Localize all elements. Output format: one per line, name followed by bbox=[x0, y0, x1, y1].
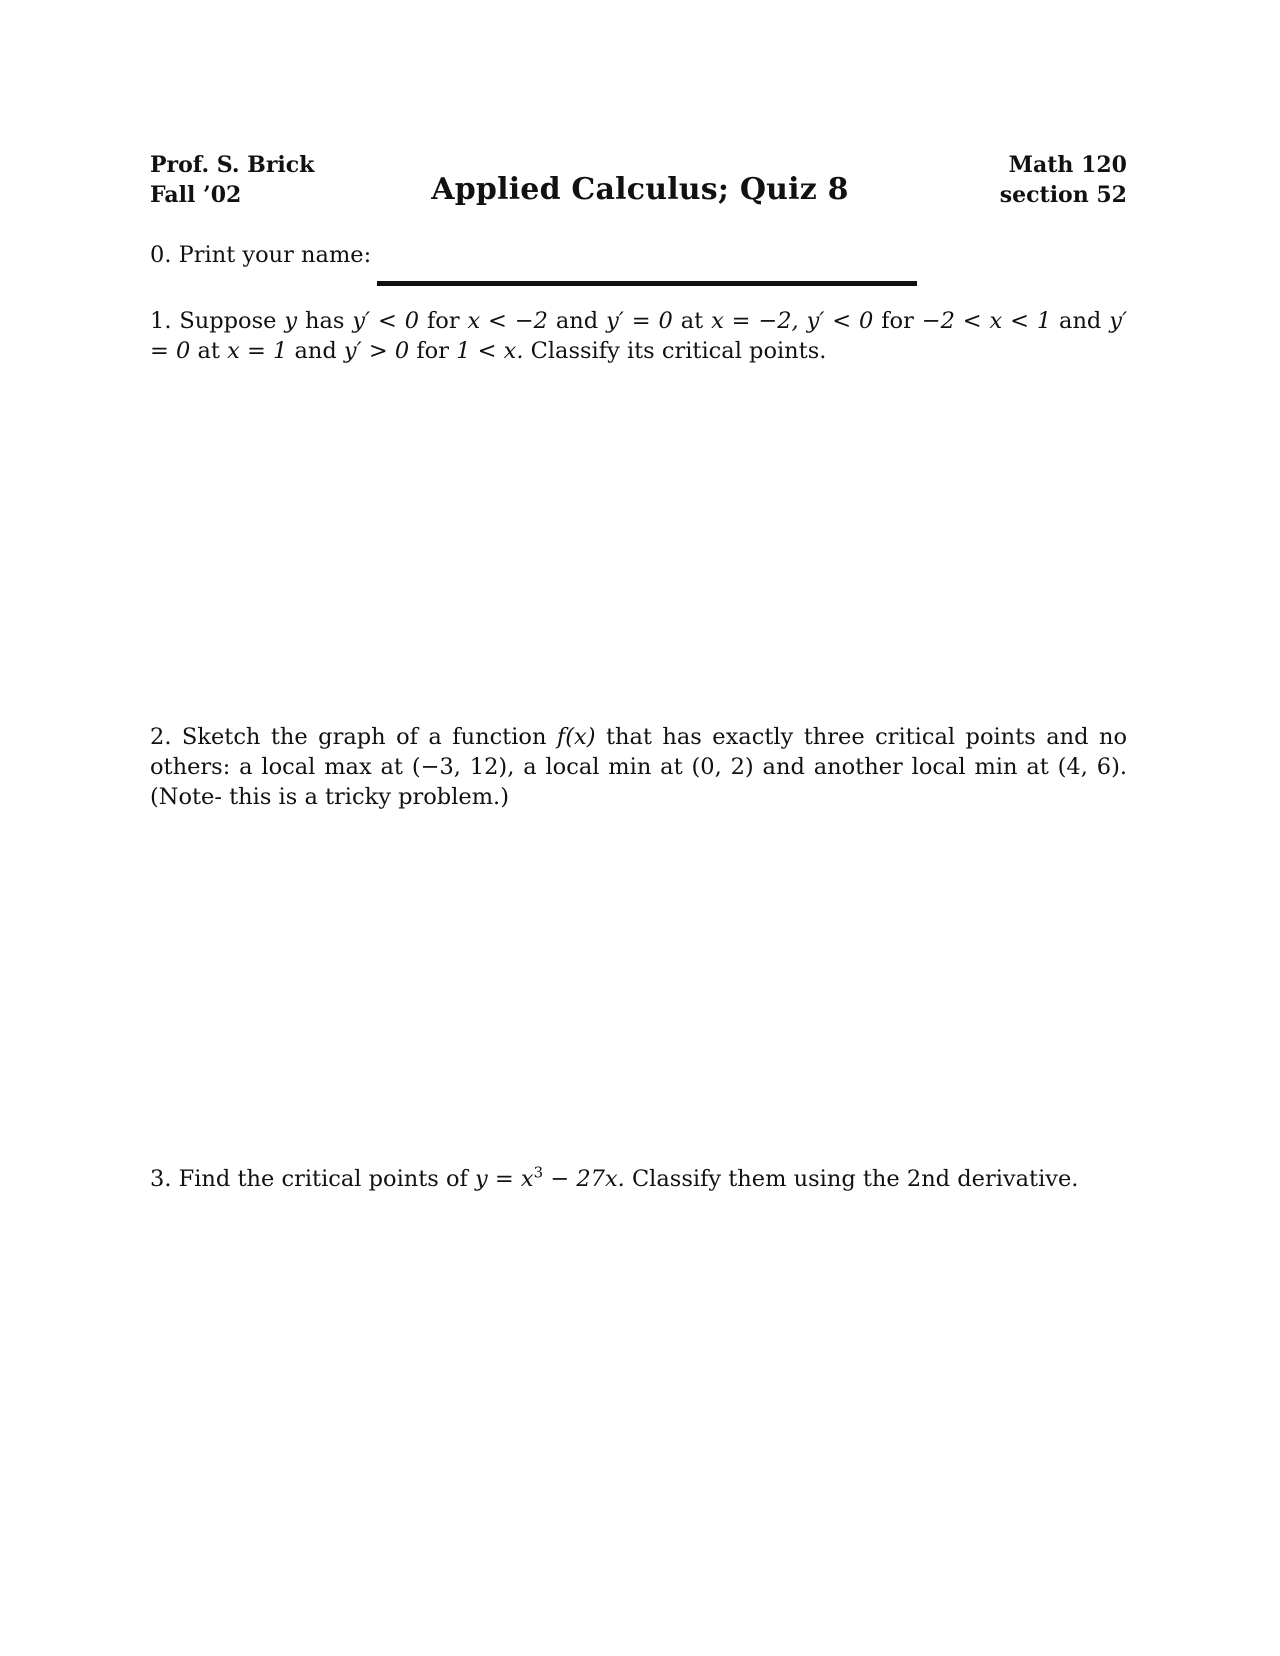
page-title: Applied Calculus; Quiz 8 bbox=[431, 172, 849, 207]
course-section: section 52 bbox=[999, 182, 1127, 208]
professor-name: Prof. S. Brick bbox=[150, 152, 315, 178]
question-3: 3. Find the critical points of $y = x^3 - 27x$. Classify them using the 2nd derivative. bbox=[150, 1163, 1079, 1192]
question-1: 1. Suppose y has y′ < 0 for x < −2 and y′ = 0 at x = −2, y′ < 0 for −2 < x < 1 and y′ = 0 at x = 1 and y′ > 0 for 1 < x. Classify its critical points. bbox=[150, 308, 1128, 364]
question-2: 2. Sketch the graph of a function f(x) that has exactly three critical points and no others: a local max at (−3, 12), a local min at (0, 2) and another local min at (4, 6). (Note- this is a tricky problem.) bbox=[150, 724, 1128, 810]
question-0 bbox=[150, 240, 1127, 270]
term: Fall ’02 bbox=[150, 182, 242, 208]
name-answer-line[interactable] bbox=[377, 281, 917, 286]
course-number: Math 120 bbox=[1008, 152, 1127, 178]
question-0-text: 0. Print your name: bbox=[150, 242, 372, 268]
header-right bbox=[1000, 150, 1127, 210]
